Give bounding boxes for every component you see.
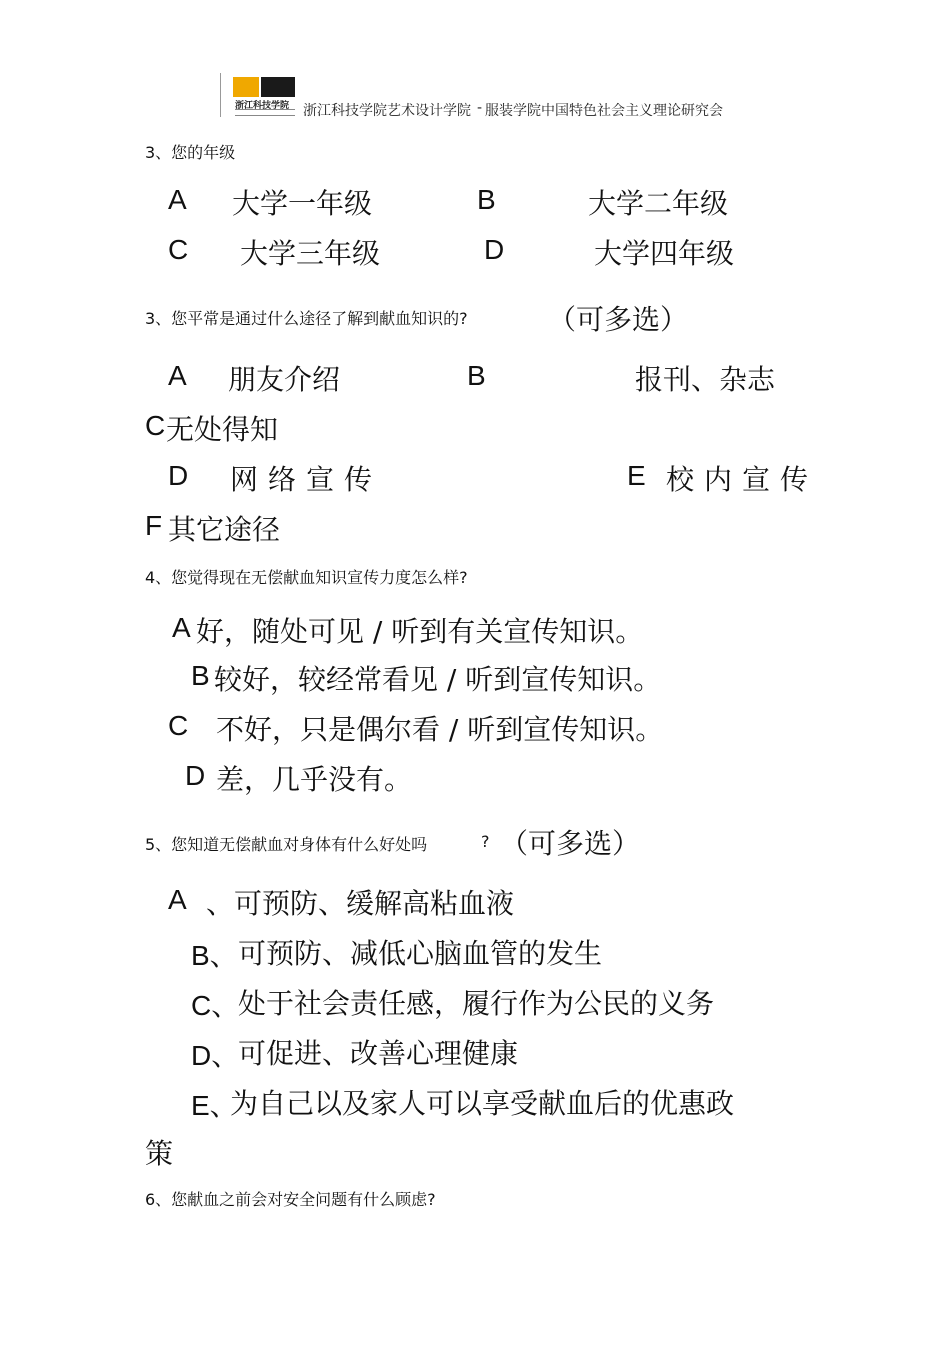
logo-yellow-block bbox=[233, 77, 259, 97]
option-text: 可预防、减低心脑血管的发生 bbox=[238, 937, 603, 970]
question-safety: 6、您献血之前会对安全问题有什么顾虑? bbox=[145, 1190, 436, 1209]
option-text: 大学二年级 bbox=[588, 187, 729, 220]
question-benefits: 5、您知道无偿献血对身体有什么好处吗 bbox=[145, 835, 428, 854]
option-text: 无处得知 bbox=[166, 413, 279, 446]
question-promotion: 4、您觉得现在无偿献血知识宣传力度怎么样? bbox=[145, 568, 468, 587]
option-letter: A bbox=[168, 884, 187, 915]
option-text: 报刊、杂志 bbox=[635, 363, 776, 396]
option-letter: B bbox=[477, 184, 496, 215]
question-channel: 3、您平常是通过什么途径了解到献血知识的? bbox=[145, 309, 468, 328]
option-letter: C bbox=[168, 234, 189, 265]
option-text: 网络宣传 bbox=[230, 463, 383, 496]
logo-text: 浙江科技学院 bbox=[235, 101, 290, 111]
school-logo bbox=[220, 73, 303, 117]
option-letter: B bbox=[467, 360, 486, 391]
question-mark: ? bbox=[481, 832, 490, 851]
option-text: 处于社会责任感，履行作为公民的义务 bbox=[238, 987, 715, 1020]
option-text: 朋友介绍 bbox=[228, 363, 341, 396]
option-letter: B、 bbox=[191, 940, 238, 971]
option-letter: D、 bbox=[191, 1040, 240, 1071]
option-letter: C bbox=[168, 710, 189, 741]
option-text: 大学一年级 bbox=[232, 187, 373, 220]
option-text: 校内宣传 bbox=[666, 463, 819, 496]
question-grade: 3、您的年级 bbox=[145, 143, 236, 162]
option-letter: B bbox=[191, 660, 210, 691]
option-letter: E bbox=[627, 460, 646, 491]
option-text: 大学三年级 bbox=[240, 237, 381, 270]
option-text: 其它途径 bbox=[168, 513, 281, 546]
multi-select-note: （可多选） bbox=[500, 827, 641, 860]
option-letter: A bbox=[168, 360, 187, 391]
option-text: 差，几乎没有。 bbox=[216, 763, 413, 796]
header-research: 服装学院中国特色社会主义理论研究会 bbox=[485, 103, 723, 119]
option-letter: F bbox=[145, 510, 163, 541]
header-institution: 浙江科技学院艺术设计学院 bbox=[303, 103, 471, 119]
option-letter: C bbox=[145, 410, 166, 441]
option-letter: D bbox=[484, 234, 505, 265]
logo-black-block bbox=[261, 77, 295, 97]
logo-subtitle-lines bbox=[235, 109, 295, 116]
option-text: 可促进、改善心理健康 bbox=[238, 1037, 519, 1070]
option-letter: A bbox=[172, 612, 191, 643]
option-letter: A bbox=[168, 184, 187, 215]
option-letter: D bbox=[168, 460, 189, 491]
option-text: 为自己以及家人可以享受献血后的优惠政 bbox=[230, 1087, 735, 1120]
option-text: 不好，只是偶尔看 / 听到宣传知识。 bbox=[216, 713, 664, 746]
option-text: 、可预防、缓解高粘血液 bbox=[206, 887, 515, 920]
multi-select-note: （可多选） bbox=[548, 303, 689, 336]
option-text-wrap: 策 bbox=[145, 1137, 174, 1170]
option-text: 较好，较经常看见 / 听到宣传知识。 bbox=[214, 663, 662, 696]
option-text: 好，随处可见 / 听到有关宣传知识。 bbox=[196, 615, 644, 648]
option-letter: D bbox=[185, 760, 206, 791]
option-letter: E、 bbox=[191, 1090, 238, 1121]
option-letter: C、 bbox=[191, 990, 240, 1021]
option-text: 大学四年级 bbox=[594, 237, 735, 270]
header-dash: - bbox=[477, 100, 483, 116]
